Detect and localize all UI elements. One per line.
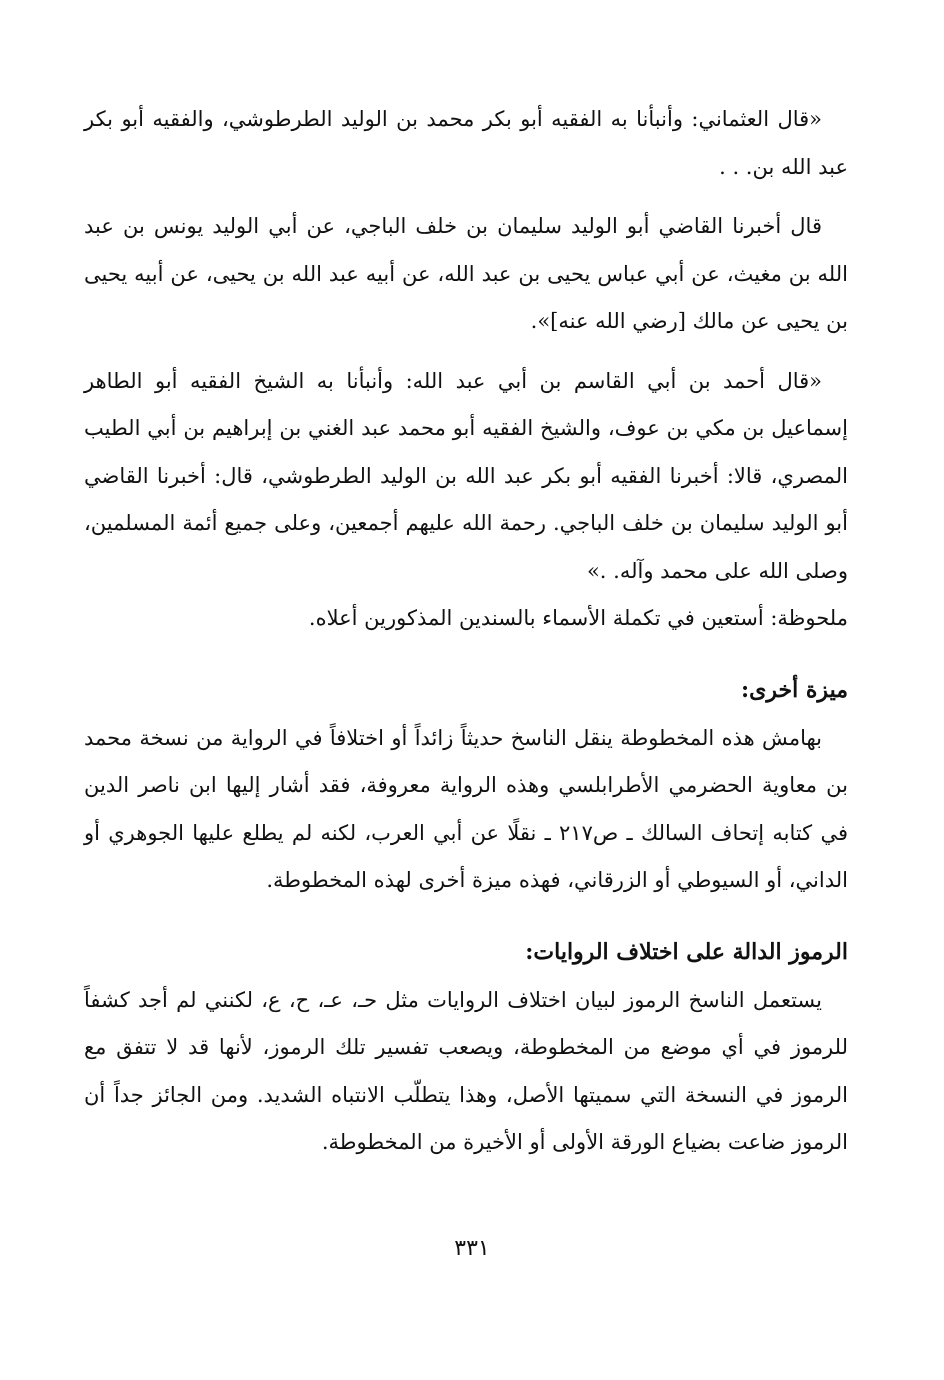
note-paragraph: ملحوظة: أستعين في تكملة الأسماء بالسندين المذكورين أعلاه. xyxy=(308,606,848,630)
page-number: ٣٣١ xyxy=(454,1236,490,1261)
feature-paragraph: بهامش هذه المخطوطة ينقل الناسخ حديثاً زائداً أو اختلافاً في الرواية من نسخة محمد بن معاوية الحضرمي الأطرابلسي وهذه الرواية معروفة، فقد أشار إليها ابن ناصر الدين في كتابه إتحاف السالك ـ ص٢١٧ ـ نقلًا عن أبي العرب، لكنه لم يطلع عليها الجوهري أو الداني، أو السيوطي أو الزرقاني، فهذه ميزة أخرى لهذه المخطوطة. xyxy=(84,725,848,892)
chain-paragraph-baji: قال أخبرنا القاضي أبو الوليد سليمان بن خلف الباجي، عن أبي الوليد يونس بن عبد الله بن مغيث، عن أبي عباس يحيى بن عبد الله، عن أبيه عبد الله بن يحيى، عن أبيه يحيى بن يحيى عن مالك [رضي الله عنه]». xyxy=(84,214,848,333)
section-heading-another-feature: ميزة أخرى: xyxy=(741,676,848,703)
spacer xyxy=(84,905,848,927)
quote-paragraph-ahmad: «قال أحمد بن أبي القاسم بن أبي عبد الله: وأنبأنا به الشيخ الفقيه أبو الطاهر إسماعيل بن مكي بن عوف، والشيخ الفقيه أبو محمد عبد الغني بن إبراهيم بن أبي الطيب المصري، قالا: أخبرنا الفقيه أبو بكر عبد الله بن الوليد الطرطوشي، قال: أخبرنا القاضي أبو الوليد سليمان بن خلف الباجي. رحمة الله عليهم أجمعين، وعلى جميع أئمة المسلمين، وصلى الله على محمد وآله. .» xyxy=(84,368,848,583)
spacer xyxy=(84,191,848,203)
quote-paragraph-othmani: «قال العثماني: وأنبأنا به الفقيه أبو بكر محمد بن الوليد الطرطوشي، والفقيه أبو بكر عبد الله بن. . . xyxy=(84,107,848,179)
page-body xyxy=(84,96,848,1167)
symbols-paragraph: يستعمل الناسخ الرموز لبيان اختلاف الروايات مثل حـ، عـ، ح، ع، لكنني لم أجد كشفاً للرموز في أي موضع من المخطوطة، ويصعب تفسير تلك الرموز، لأنها قد لا تتفق مع الرموز في النسخة التي سميتها الأصل، وهذا يتطلّب الانتباه الشديد. ومن الجائز جداً أن الرموز ضاعت بضياع الورقة الأولى أو الأخيرة من المخطوطة. xyxy=(84,987,848,1154)
section-heading-symbols: الرموز الدالة على اختلاف الروايات: xyxy=(525,938,848,965)
spacer xyxy=(84,346,848,358)
spacer xyxy=(84,643,848,665)
